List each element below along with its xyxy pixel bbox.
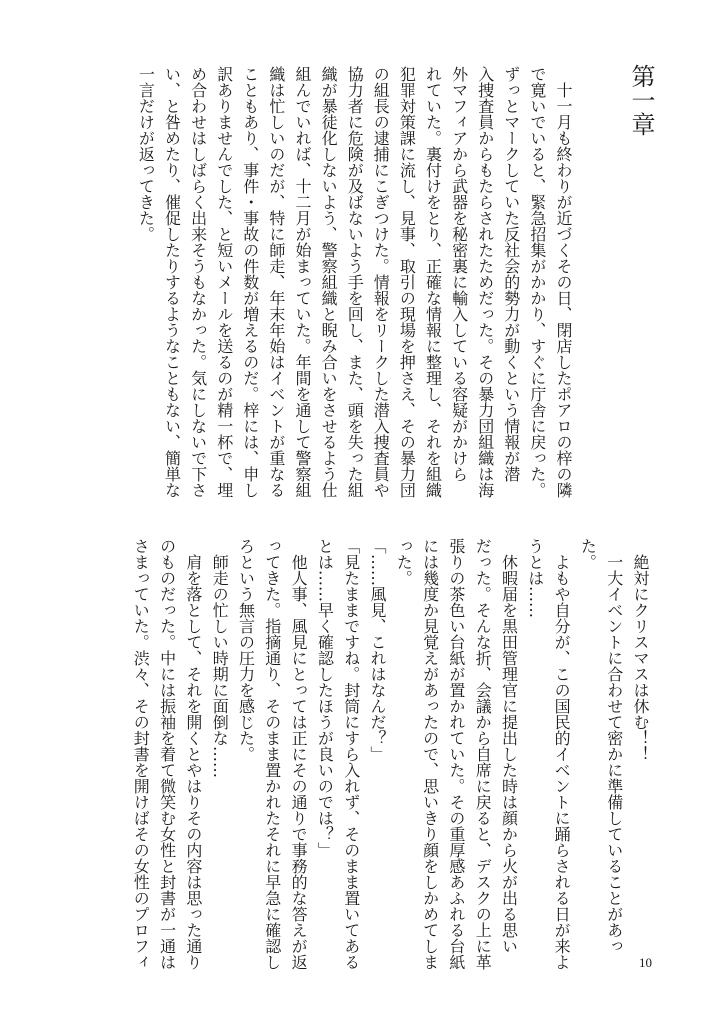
text-column: 訳ありませんでした、と短いメールを送るのが精一杯で、埋 <box>214 66 234 498</box>
text-column: 一大イベントに合わせて密かに準備していることがあっ <box>604 538 624 954</box>
chapter-title: 第一章 <box>627 64 655 136</box>
text-column: ろという無言の圧力を感じた。 <box>236 538 256 762</box>
text-column: 協力者に危険が及ばないよう手を回し、また、頭を失った組 <box>345 66 365 498</box>
text-column: 犯罪対策課に流し、見事、取引の現場を押さえ、その暴力団 <box>397 66 417 498</box>
text-column: 外マフィアから武器を秘密裏に輸入している容疑がかけら <box>449 66 469 482</box>
text-column: 入捜査員からもたらされたためだった。その暴力団組織は海 <box>475 66 495 498</box>
text-column: 肩を落として、それを開くとやはりその内容は思った通り <box>183 538 203 970</box>
text-column: よもや自分が、この国民的イベントに踊らされる日が来よ <box>552 538 572 970</box>
text-column: ずっとマークしていた反社会的勢力が動くという情報が潜 <box>501 66 521 482</box>
page-number: 10 <box>639 955 652 970</box>
text-column: だった。そんな折、会議から自席に戻ると、デスクの上に革 <box>473 538 493 970</box>
text-column: 十一月も終わりが近づくその日、閉店したポアロの梓の隣 <box>554 66 573 498</box>
text-column: れていた。裏付けをとり、正確な情報に整理し、それを組織 <box>423 66 443 498</box>
text-column: め合わせはしばらく出来そうもなかった。気にしないで下さ <box>188 66 208 498</box>
text-column: 師走の忙しい時期に面倒な…… <box>210 538 230 778</box>
text-column: ってきた。指摘通り、そのまま置かれたそれに早急に確認し <box>262 538 282 970</box>
text-column: 織は忙しいのだが、特に師走、年末年始はイベントが重なる <box>266 66 286 498</box>
text-column: 「見たままですね。封筒にすら入れず、そのまま置いてある <box>341 538 361 970</box>
text-column: 「……風見、これはなんだ？」 <box>368 538 387 762</box>
text-column: こともあり、事件・事故の件数が増えるのだ。梓には、申し <box>240 66 260 498</box>
text-column: とは……早く確認したほうが良いのでは？」 <box>315 538 335 858</box>
text-column: 他人事、風見にとっては正にその通りで事務的な答えが返 <box>289 538 309 970</box>
text-column: 一言だけが返ってきた。 <box>136 66 156 242</box>
text-column: 組んでいれば、十二月が始まっていた。年間を通して警察組 <box>293 66 312 498</box>
text-column: った。 <box>394 538 414 586</box>
text-column: 張りの茶色い台紙が置かれていた。その重厚感あふれる台紙 <box>446 538 466 970</box>
text-column: の組長の逮捕にこぎつけた。情報をリークした潜入捜査員や <box>371 66 391 498</box>
text-column: 絶対にクリスマスは休む！！ <box>631 538 650 762</box>
text-column: 織が暴徒化しないよう、警察組織と睨み合いをさせるよう仕 <box>319 66 339 498</box>
text-column: さまっていた。渋々、その封書を開けばその女性のプロフィ <box>131 538 151 970</box>
text-column: た。 <box>578 538 598 570</box>
text-column: で寛いでいると、緊急招集がかかり、すぐに庁舎に戻った。 <box>527 66 547 498</box>
text-column: 休暇届を黒田管理官に提出した時は顔から火が出る思い <box>499 538 519 954</box>
text-column: い、と咎めたり、催促したりするようなこともない、簡単な <box>162 66 182 498</box>
text-column: うとは…… <box>525 538 545 618</box>
text-column: には幾度か見覚えがあったので、思いきり顔をしかめてしま <box>420 538 440 970</box>
text-column: のものだった。中には振袖を着て微笑む女性と封書が一通は <box>157 538 177 970</box>
